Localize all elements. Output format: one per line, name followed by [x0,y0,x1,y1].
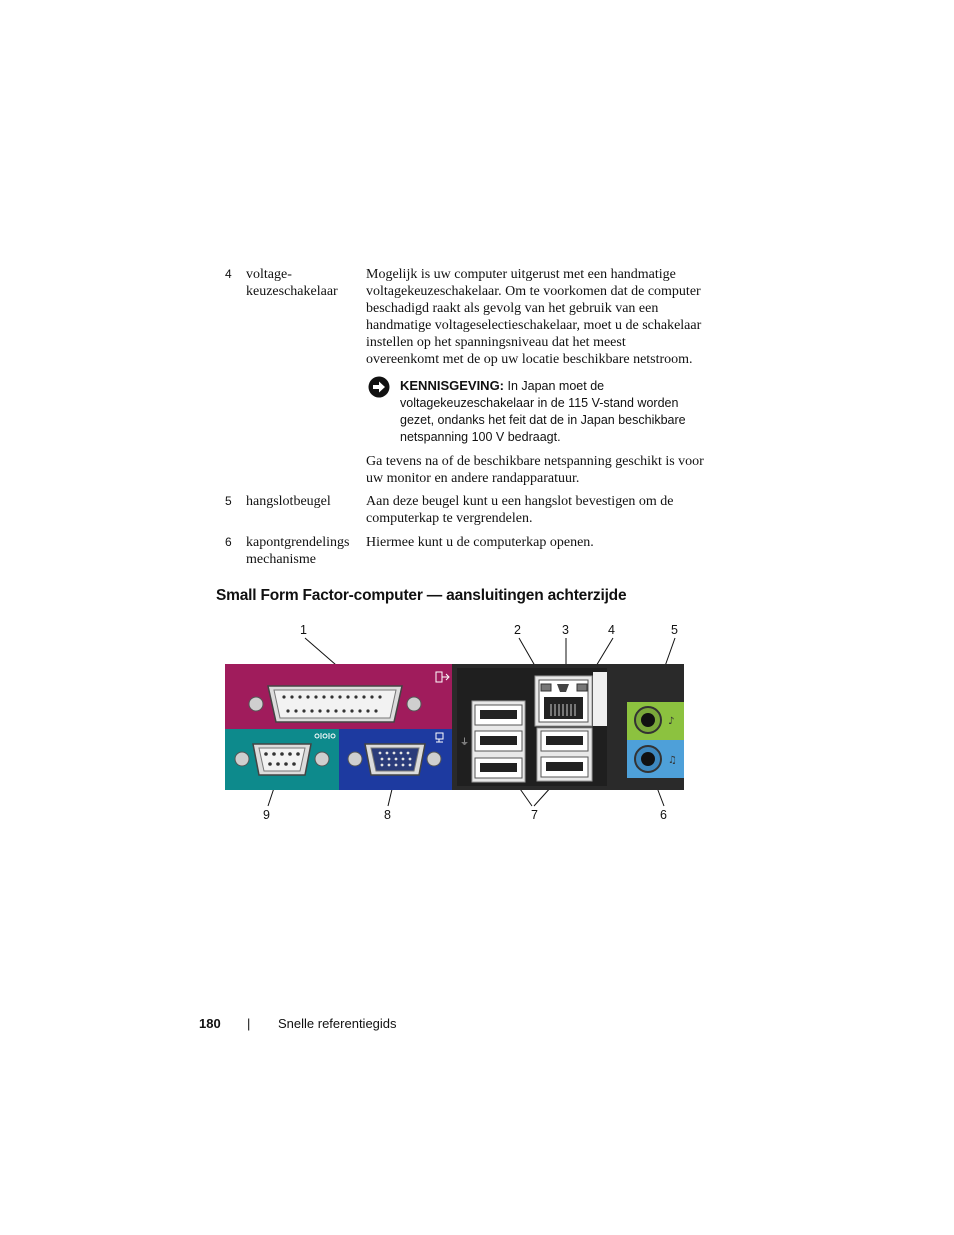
network-activity-light [577,684,587,691]
callout-9: 9 [263,808,270,822]
line-out-connector [627,702,684,740]
callout-2: 2 [514,623,521,637]
callout-5: 5 [671,623,678,637]
line-in-icon: ♫ [668,755,677,766]
usb-ports-right [537,728,592,781]
row-4-description: Mogelijk is uw computer uitgerust met een handmatige voltagekeuzeschakelaar. Om te voorkomen dat de computer beschadigd raakt als gevolg van het gebruik van een handmatige voltageselectieschakelaar, moet u de schakelaar instellen op het spanningsniveau dat het meest overeenkomt met de op uw locatie beschikbare netstroom. [366,267,702,367]
footer-separator: | [247,1016,251,1031]
callout-3: 3 [562,623,569,637]
row-6-term: kapontgrendelings mechanisme [246,535,350,567]
row-5-term: hangslotbeugel [246,494,331,509]
callout-7: 7 [531,808,538,822]
usb-icon: ⏚ [460,738,470,748]
row-4-number: 4 [225,267,232,281]
notice-text: KENNISGEVING: In Japan moet de voltagekeuzeschakelaar in de 115 V-stand worden gezet, ondanks het feit dat de in Japan beschikbare netspanning 100 V bedraagt. [400,378,686,444]
row-4-description-extra: Ga tevens na of de beschikbare netspanning geschikt is voor uw monitor en andere randapparatuur. [366,454,704,486]
line-in-connector [627,740,684,778]
row-5-number: 5 [225,494,232,508]
row-5-description: Aan deze beugel kunt u een hangslot bevestigen om de computerkap te vergrendelen. [366,494,674,526]
row-6-description: Hiermee kunt u de computerkap openen. [366,535,594,550]
footer-title: Snelle referentiegids [278,1016,397,1031]
callout-1: 1 [300,623,307,637]
link-integrity-light [541,684,551,691]
serial-port [225,729,339,790]
callout-8: 8 [384,808,391,822]
ethernet-port [535,676,592,726]
row-4-term: voltage- keuzeschakelaar [246,267,338,299]
section-heading: Small Form Factor-computer — aansluitingen achterzijde [216,587,627,604]
row-6-number: 6 [225,535,232,549]
parallel-port [225,664,452,729]
headphone-icon: ♪ [668,716,675,727]
page-number: 180 [199,1016,221,1031]
notice-label: KENNISGEVING: [400,378,505,393]
callout-6: 6 [660,808,667,822]
callout-4: 4 [608,623,615,637]
